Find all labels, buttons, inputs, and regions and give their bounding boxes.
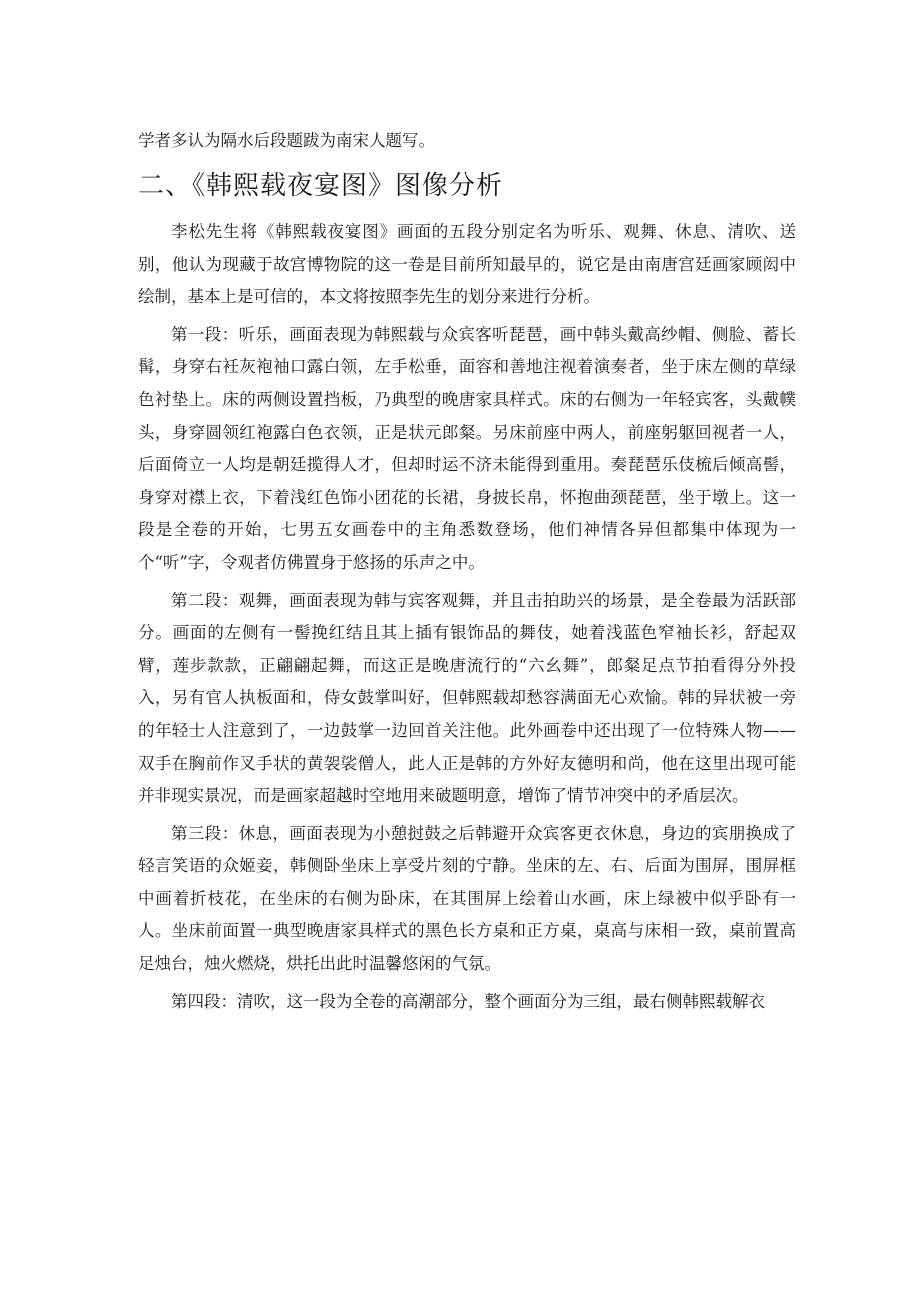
body-text <box>138 216 796 1023</box>
intro-line: 学者多认为隔水后段题跋为南宋人题写。 <box>138 131 435 150</box>
paragraph-segment-3: 第三段：休息，画面表现为小憩挝鼓之后韩避开众宾客更衣休息，身边的宾朋换成了轻言笑语的众姬妾，韩侧卧坐床上享受片刻的宁静。坐床的左、右、后面为围屏，围屏框中画着折枝花，在坐床的右侧为卧床，在其围屏上绘着山水画，床上绿被中似乎卧有一人。坐床前面置一典型晚唐家具样式的黑色长方桌和正方桌，桌高与床相一致，桌前置高足烛台，烛火燃烧，烘托出此时温馨悠闲的气氛。 <box>138 823 796 974</box>
paragraph-segment-4: 第四段：清吹，这一段为全卷的高潮部分，整个画面分为三组，最右侧韩熙载解衣 <box>171 991 765 1011</box>
paragraph-intro: 李松先生将《韩熙载夜宴图》画面的五段分别定名为听乐、观舞、休息、清吹、送别，他认为现藏于故宫博物院的这一卷是目前所知最早的，说它是由南唐宫廷画家顾闳中绘制，基本上是可信的，本文将按照李先生的划分来进行分析。 <box>138 222 796 307</box>
paragraph-segment-1: 第一段：听乐，画面表现为韩熙载与众宾客听琵琶，画中韩头戴高纱帽、侧脸、蓄长髯，身穿右衽灰袍袖口露白领，左手松垂，面容和善地注视着演奏者，坐于床左侧的草绿色衬垫上。床的两侧设置挡板，乃典型的晚唐家具样式。床的右侧为一年轻宾客，头戴幞头，身穿圆领红袍露白色衣领，正是状元郎粲。另床前座中两人，前座躬躯回视者一人，后面倚立一人均是朝廷揽得人才，但却时运不济未能得到重用。奏琵琶乐伎梳后倾高髻，身穿对襟上衣，下着浅红色饰小团花的长裙，身披长帛，怀抱曲颈琵琶，坐于墩上。这一段是全卷的开始，七男五女画卷中的主角悉数登场，他们神情各异但都集中体现为一个“听”字，令观者仿佛置身于悠扬的乐声之中。 <box>138 324 796 572</box>
paragraph-segment-2: 第二段：观舞，画面表现为韩与宾客观舞，并且击拍助兴的场景，是全卷最为活跃部分。画面的左侧有一髻挽红结且其上插有银饰品的舞伎，她着浅蓝色窄袖长衫，舒起双臂，莲步款款，正翩翩起舞，而这正是晚唐流行的“六幺舞”，郎粲足点节拍看得分外投入，另有官人执板面和，侍女鼓掌叫好，但韩熙载却愁容满面无心欢愉。韩的异状被一旁的年轻士人注意到了，一边鼓掌一边回首关注他。此外画卷中还出现了一位特殊人物——双手在胸前作叉手状的黄袈裟僧人，此人正是韩的方外好友德明和尚，他在这里出现可能并非现实景况，而是画家超越时空地用来破题明意，增饰了情节冲突中的矛盾层次。 <box>138 590 796 806</box>
section-heading: 二、《韩熙载夜宴图》图像分析 <box>138 171 504 201</box>
